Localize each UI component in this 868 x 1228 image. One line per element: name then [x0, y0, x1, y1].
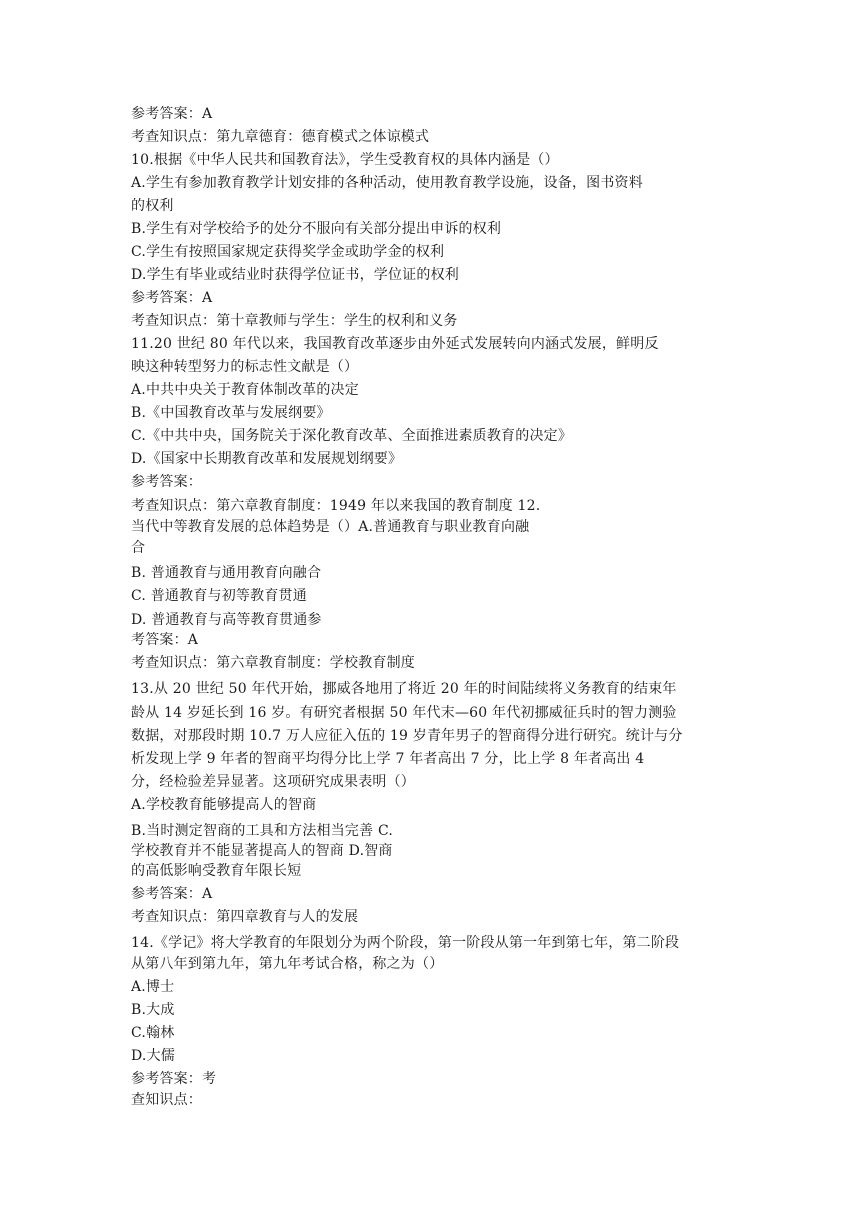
option-c: 学校教育并不能显著提高人的智商 D.智商 — [131, 843, 393, 859]
option-c: C.翰林 — [131, 1025, 175, 1041]
question-12-continued: 合 — [131, 540, 146, 556]
option-b: B.大成 — [131, 1002, 175, 1018]
option-c: C.学生有按照国家规定获得奖学金或助学金的权利 — [131, 244, 445, 260]
question-13-continued: 龄从 14 岁延长到 16 岁。有研究者根据 50 年代末—60 年代初挪威征兵时的智力测验 — [131, 705, 677, 721]
option-a-continued: 的权利 — [131, 198, 174, 214]
option-b: B. 普通教育与通用教育向融合 — [131, 565, 322, 581]
option-d: D.大儒 — [131, 1048, 175, 1064]
answer-line: 参考答案：考 — [131, 1071, 217, 1087]
knowledge-point-line: 考查知识点：第六章教育制度：1949 年以来我国的教育制度 12. — [131, 498, 541, 514]
answer-line: 参考答案：A — [131, 290, 213, 306]
question-14: 14.《学记》将大学教育的年限划分为两个阶段，第一阶段从第一年到第七年，第二阶段 — [131, 935, 680, 951]
knowledge-point-line: 考查知识点：第六章教育制度：学校教育制度 — [131, 655, 415, 671]
answer-line: 参考答案：A — [131, 106, 213, 122]
option-c: C. 普通教育与初等教育贯通 — [131, 588, 307, 604]
option-a: A.学生有参加教育教学计划安排的各种活动，使用教育教学设施，设备，图书资料 — [131, 175, 643, 191]
answer-line: 参考答案：A — [131, 886, 213, 902]
option-b: B.《中国教育改革与发展纲要》 — [131, 405, 331, 421]
option-a: A.学校教育能够提高人的智商 — [131, 797, 317, 813]
knowledge-point-line: 考查知识点：第十章教师与学生：学生的权利和义务 — [131, 313, 458, 329]
answer-line: 参考答案： — [131, 474, 202, 490]
question-14-continued: 从第八年到第九年，第九年考试合格，称之为（） — [131, 956, 444, 972]
option-b: B.当时测定智商的工具和方法相当完善 C. — [131, 823, 394, 839]
question-12: 当代中等教育发展的总体趋势是（）A.普通教育与职业教育向融 — [131, 519, 530, 535]
question-11: 11.20 世纪 80 年代以来，我国教育改革逐步由外延式发展转向内涵式发展，鲜明反 — [131, 336, 659, 352]
option-d: D.学生有毕业或结业时获得学位证书，学位证的权利 — [131, 267, 459, 283]
knowledge-point-line: 考查知识点：第四章教育与人的发展 — [131, 909, 359, 925]
option-d: D. 普通教育与高等教育贯通参 — [131, 612, 322, 628]
question-13-continued: 析发现上学 9 年者的智商平均得分比上学 7 年者高出 7 分，比上学 8 年者高出 4 — [131, 751, 645, 767]
question-10: 10.根据《中华人民共和国教育法》，学生受教育权的具体内涵是（） — [131, 152, 559, 168]
knowledge-point-line: 考查知识点：第九章德育：德育模式之体谅模式 — [131, 129, 430, 145]
option-d-continued: 的高低影响受教育年限长短 — [131, 863, 302, 879]
question-13-continued: 分，经检验差异显著。这项研究成果表明（） — [131, 774, 415, 790]
question-13: 13.从 20 世纪 50 年代开始，挪威各地用了将近 20 年的时间陆续将义务教育的结束年 — [131, 681, 677, 697]
option-a: A.博士 — [131, 979, 175, 995]
question-13-continued: 数据，对那段时期 10.7 万人应征入伍的 19 岁青年男子的智商得分进行研究。统计与分 — [131, 728, 683, 744]
option-c: C.《中共中央，国务院关于深化教育改革、全面推进素质教育的决定》 — [131, 428, 573, 444]
answer-line: 考答案：A — [131, 632, 199, 648]
option-a: A.中共中央关于教育体制改革的决定 — [131, 382, 359, 398]
question-11-continued: 映这种转型努力的标志性文献是（） — [131, 359, 359, 375]
knowledge-point-line: 查知识点： — [131, 1092, 202, 1108]
option-b: B.学生有对学校给予的处分不服向有关部分提出申诉的权利 — [131, 221, 502, 237]
option-d: D.《国家中长期教育改革和发展规划纲要》 — [131, 451, 403, 467]
